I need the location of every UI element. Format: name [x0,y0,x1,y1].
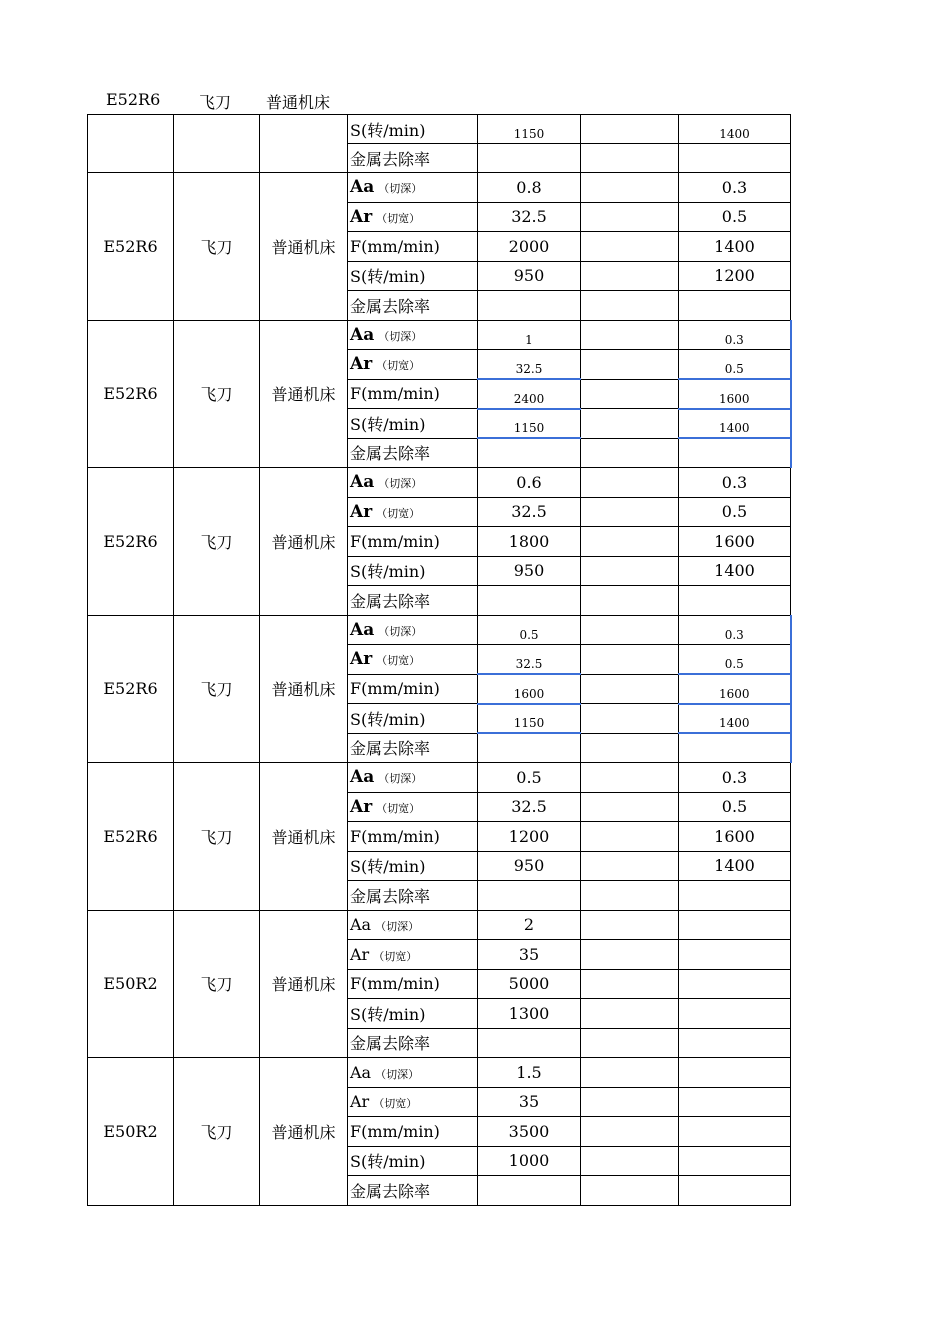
value-cell[interactable] [679,438,791,468]
value-cell[interactable]: 0.5 [679,497,791,527]
empty-cell[interactable] [581,409,679,439]
empty-cell[interactable] [581,940,679,970]
value-cell[interactable]: 0.8 [478,173,581,203]
param-unit-note: （切宽） [376,506,421,520]
table-row [88,1058,791,1088]
model-cell[interactable]: E52R6 [88,468,174,616]
param-cell[interactable] [348,615,478,645]
empty-cell[interactable] [581,674,679,704]
empty-cell[interactable] [581,144,679,173]
param-label: S(转/min) [350,857,426,877]
value-cell[interactable] [679,910,791,940]
value-cell[interactable]: 32.5 [478,497,581,527]
value-cell[interactable] [679,940,791,970]
empty-cell[interactable] [581,1146,679,1176]
value-cell[interactable]: 1 [478,320,581,350]
value-cell[interactable]: 1600 [679,674,791,704]
table-row [88,910,791,940]
param-cell[interactable] [348,1058,478,1088]
value-cell[interactable]: 0.5 [679,350,791,380]
value-cell[interactable] [679,291,791,321]
param-cell[interactable] [348,438,478,468]
value-cell[interactable] [679,1176,791,1206]
machine-cell[interactable]: 普通机床 [260,1058,348,1206]
param-cell[interactable] [348,202,478,232]
table-row [88,115,791,144]
param-cell[interactable] [348,1087,478,1117]
table-row [88,468,791,498]
tool-cell[interactable] [174,115,260,173]
empty-cell[interactable] [581,115,679,144]
table-body [88,115,791,1206]
param-label: F(mm/min) [350,1121,440,1141]
empty-cell[interactable] [581,202,679,232]
param-cell[interactable] [348,822,478,852]
param-label: F(mm/min) [350,236,440,256]
value-cell[interactable]: 0.3 [679,320,791,350]
value-cell[interactable] [679,881,791,911]
value-cell[interactable]: 2 [478,910,581,940]
value-cell[interactable] [478,881,581,911]
empty-cell[interactable] [581,969,679,999]
value-cell[interactable] [679,733,791,763]
value-cell[interactable]: 1600 [478,674,581,704]
tool-cell[interactable]: 飞刀 [174,173,260,321]
param-label: F(mm/min) [350,531,440,551]
value-cell[interactable]: 1400 [679,232,791,262]
table-row [88,615,791,645]
value-cell[interactable]: 0.5 [679,645,791,675]
value-cell[interactable]: 32.5 [478,202,581,232]
value-cell[interactable]: 0.5 [679,792,791,822]
param-label: Ar [350,944,370,964]
machine-cell[interactable]: 普通机床 [260,910,348,1058]
machine-cell[interactable]: 普通机床 [260,173,348,321]
value-cell[interactable]: 35 [478,940,581,970]
empty-cell[interactable] [581,733,679,763]
empty-cell[interactable] [581,586,679,616]
param-label: Aa [350,915,372,935]
param-label: Aa [350,324,375,345]
value-cell[interactable]: 0.6 [478,468,581,498]
value-cell[interactable] [478,1176,581,1206]
model-cell[interactable]: E52R6 [88,320,174,468]
empty-cell[interactable] [581,497,679,527]
param-cell[interactable] [348,556,478,586]
param-unit-note: （切深） [378,329,423,343]
value-cell[interactable] [679,1146,791,1176]
param-unit-note: （切深） [375,1067,420,1081]
param-label: 金属去除率 [350,591,431,611]
model-cell[interactable]: E52R6 [88,615,174,763]
param-cell[interactable] [348,999,478,1029]
param-unit-note: （切深） [378,477,423,491]
machine-cell[interactable]: 普通机床 [260,763,348,911]
param-cell[interactable] [348,881,478,911]
value-cell[interactable]: 950 [478,851,581,881]
value-cell[interactable] [679,1058,791,1088]
param-cell[interactable] [348,379,478,409]
param-cell[interactable] [348,645,478,675]
param-cell[interactable] [348,350,478,380]
model-cell[interactable]: E52R6 [88,173,174,321]
value-cell[interactable]: 1400 [679,556,791,586]
value-cell[interactable] [478,586,581,616]
param-cell[interactable] [348,173,478,203]
param-label: F(mm/min) [350,826,440,846]
param-unit-note: （切深） [375,920,420,934]
value-cell[interactable]: 1150 [478,409,581,439]
empty-cell[interactable] [581,232,679,262]
value-cell[interactable] [679,969,791,999]
value-cell[interactable] [478,1028,581,1058]
empty-cell[interactable] [581,291,679,321]
param-cell[interactable] [348,468,478,498]
param-label: Ar [350,649,373,670]
value-cell[interactable] [679,999,791,1029]
param-label: Ar [350,796,373,817]
empty-cell[interactable] [581,261,679,291]
value-cell[interactable]: 5000 [478,969,581,999]
empty-cell[interactable] [581,556,679,586]
machine-cell[interactable]: 普通机床 [260,468,348,616]
param-unit-note: （切深） [378,182,423,196]
param-label: Ar [350,1092,370,1112]
empty-cell[interactable] [581,173,679,203]
param-label: Aa [350,619,375,640]
param-label: Aa [350,1062,372,1082]
value-cell[interactable]: 0.5 [478,763,581,793]
empty-cell[interactable] [581,1176,679,1206]
header-tool: 飞刀 [199,93,232,112]
empty-cell[interactable] [581,910,679,940]
empty-cell[interactable] [581,615,679,645]
param-cell[interactable] [348,733,478,763]
param-cell[interactable] [348,586,478,616]
param-unit-note: （切宽） [376,359,421,373]
table-row [88,173,791,203]
empty-cell[interactable] [581,350,679,380]
param-cell[interactable] [348,792,478,822]
param-label: Aa [350,472,375,493]
param-label: S(转/min) [350,1152,426,1172]
param-label: S(转/min) [350,267,426,287]
value-cell[interactable]: 1300 [478,999,581,1029]
param-label: S(转/min) [350,414,426,434]
tool-cell[interactable]: 飞刀 [174,615,260,763]
param-label: 金属去除率 [350,886,431,906]
table-row [88,320,791,350]
param-label: 金属去除率 [350,296,431,316]
value-cell[interactable] [478,291,581,321]
empty-cell[interactable] [581,1117,679,1147]
value-cell[interactable]: 32.5 [478,350,581,380]
value-cell[interactable]: 1.5 [478,1058,581,1088]
value-cell[interactable]: 0.5 [478,615,581,645]
empty-cell[interactable] [581,999,679,1029]
param-unit-note: （切宽） [373,949,418,963]
param-cell[interactable] [348,261,478,291]
value-cell[interactable] [679,1028,791,1058]
empty-cell[interactable] [581,527,679,557]
empty-cell[interactable] [581,438,679,468]
value-cell[interactable]: 32.5 [478,792,581,822]
param-cell[interactable] [348,940,478,970]
value-cell[interactable]: 1200 [679,261,791,291]
model-cell[interactable]: E52R6 [88,763,174,911]
param-label: S(转/min) [350,562,426,582]
value-cell[interactable]: 35 [478,1087,581,1117]
value-cell[interactable]: 1800 [478,527,581,557]
param-cell[interactable] [348,1146,478,1176]
value-cell[interactable]: 950 [478,261,581,291]
model-cell[interactable]: E50R2 [88,910,174,1058]
empty-cell[interactable] [581,704,679,734]
param-cell[interactable] [348,497,478,527]
tool-cell[interactable]: 飞刀 [174,910,260,1058]
param-label: Ar [350,501,373,522]
param-cell[interactable]: S(转/min) [348,115,478,144]
param-unit-note: （切宽） [376,801,421,815]
value-cell[interactable]: 0.3 [679,173,791,203]
param-cell[interactable] [348,674,478,704]
param-unit-note: （切宽） [376,211,421,225]
value-cell[interactable]: 1150 [478,115,581,144]
param-label: S(转/min) [350,709,426,729]
machine-cell[interactable] [260,115,348,173]
param-label: 金属去除率 [350,1034,431,1054]
value-cell[interactable]: 1400 [679,115,791,144]
tool-cell[interactable]: 飞刀 [174,320,260,468]
tool-cell[interactable]: 飞刀 [174,763,260,911]
value-cell[interactable]: 1400 [679,851,791,881]
value-cell[interactable] [478,733,581,763]
model-cell[interactable] [88,115,174,173]
value-cell[interactable]: 1600 [679,527,791,557]
empty-cell[interactable] [581,1028,679,1058]
param-label: Ar [350,206,373,227]
empty-cell[interactable] [581,881,679,911]
param-cell[interactable] [348,232,478,262]
param-cell[interactable] [348,969,478,999]
param-label: F(mm/min) [350,974,440,994]
value-cell[interactable]: 1400 [679,704,791,734]
value-cell[interactable]: 1200 [478,822,581,852]
sheet-header [88,88,388,112]
machine-cell[interactable]: 普通机床 [260,320,348,468]
value-cell[interactable] [478,438,581,468]
param-cell[interactable] [348,320,478,350]
value-cell[interactable]: 1600 [679,822,791,852]
empty-cell[interactable] [581,763,679,793]
value-cell[interactable] [679,1117,791,1147]
param-cell[interactable]: 金属去除率 [348,144,478,173]
empty-cell[interactable] [581,468,679,498]
param-label: F(mm/min) [350,384,440,404]
value-cell[interactable]: 0.3 [679,763,791,793]
param-label: Ar [350,354,373,375]
param-label: 金属去除率 [350,444,431,464]
value-cell[interactable]: 0.3 [679,615,791,645]
value-cell[interactable] [679,1087,791,1117]
header-model: E52R6 [106,90,161,109]
model-cell[interactable]: E50R2 [88,1058,174,1206]
value-cell[interactable]: 0.5 [679,202,791,232]
param-label: Aa [350,767,375,788]
value-cell[interactable]: 3500 [478,1117,581,1147]
empty-cell[interactable] [581,1058,679,1088]
param-cell[interactable] [348,1028,478,1058]
value-cell[interactable]: 2000 [478,232,581,262]
value-cell[interactable]: 0.3 [679,468,791,498]
param-label: S(转/min) [350,1004,426,1024]
param-label: Aa [350,177,375,198]
empty-cell[interactable] [581,851,679,881]
param-unit-note: （切宽） [376,654,421,668]
param-cell[interactable] [348,910,478,940]
param-unit-note: （切深） [378,624,423,638]
value-cell[interactable]: 1150 [478,704,581,734]
empty-cell[interactable] [581,792,679,822]
param-cell[interactable] [348,291,478,321]
value-cell[interactable]: 950 [478,556,581,586]
table-row [88,763,791,793]
parameter-table [87,114,792,1206]
value-cell[interactable]: 1000 [478,1146,581,1176]
value-cell[interactable]: 1400 [679,409,791,439]
value-cell[interactable] [679,144,791,173]
value-cell[interactable] [478,144,581,173]
tool-cell[interactable]: 飞刀 [174,1058,260,1206]
param-unit-note: （切宽） [373,1097,418,1111]
value-cell[interactable]: 1600 [679,379,791,409]
param-label: 金属去除率 [350,739,431,759]
empty-cell[interactable] [581,645,679,675]
value-cell[interactable]: 32.5 [478,645,581,675]
empty-cell[interactable] [581,320,679,350]
empty-cell[interactable] [581,379,679,409]
empty-cell[interactable] [581,1087,679,1117]
param-unit-note: （切深） [378,772,423,786]
header-machine: 普通机床 [266,93,331,112]
param-cell[interactable] [348,851,478,881]
value-cell[interactable]: 2400 [478,379,581,409]
param-cell[interactable] [348,409,478,439]
param-cell[interactable] [348,1176,478,1206]
param-cell[interactable] [348,1117,478,1147]
tool-cell[interactable]: 飞刀 [174,468,260,616]
param-label: 金属去除率 [350,1181,431,1201]
param-cell[interactable] [348,704,478,734]
param-label: F(mm/min) [350,679,440,699]
empty-cell[interactable] [581,822,679,852]
param-cell[interactable] [348,763,478,793]
param-cell[interactable] [348,527,478,557]
machine-cell[interactable]: 普通机床 [260,615,348,763]
value-cell[interactable] [679,586,791,616]
